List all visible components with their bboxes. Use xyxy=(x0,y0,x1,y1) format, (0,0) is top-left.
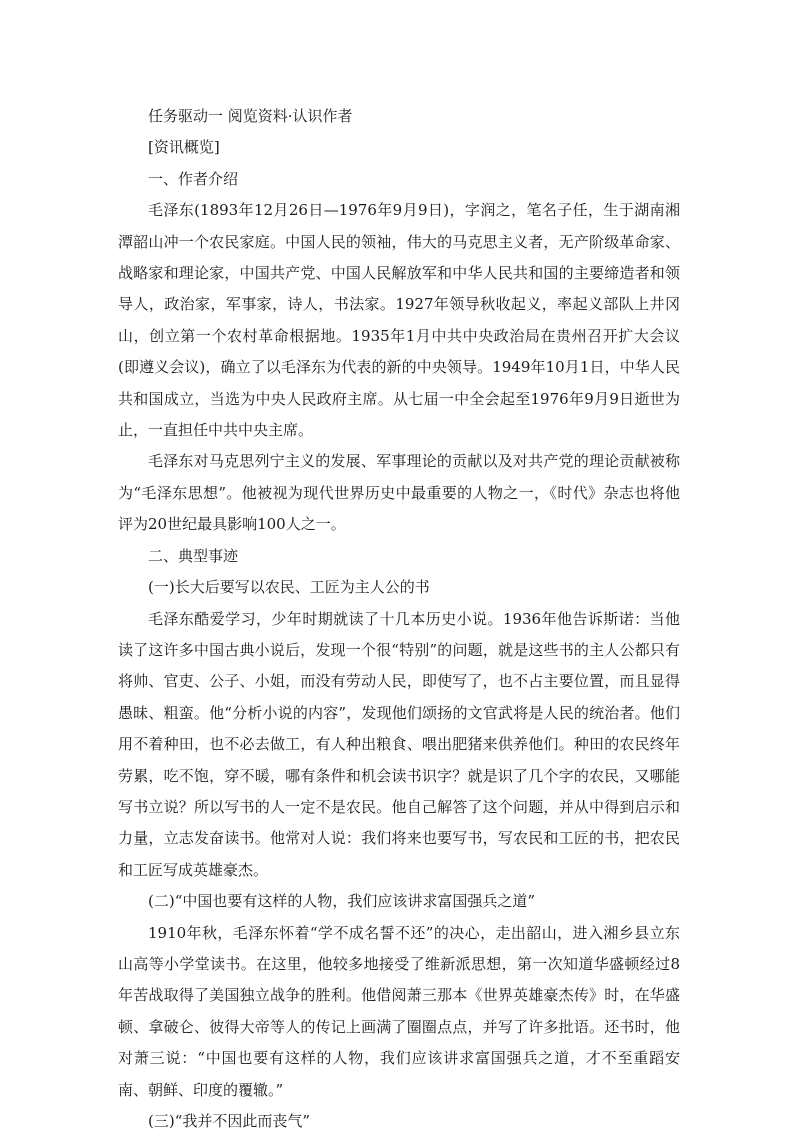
heading-author-intro: 一、作者介绍 xyxy=(148,169,239,188)
task-title: 任务驱动一 阅览资料·认识作者 xyxy=(148,107,353,125)
subheading-deed-1: (一)长大后要写以农民、工匠为主人公的书 xyxy=(148,578,430,597)
section-bracket-label: [资讯概览] xyxy=(148,138,220,157)
author-bio-paragraph: 毛泽东(1893年12月26日—1976年9月9日)，字润之，笔名子任，生于湖南湘潭韶山冲一个农民家庭。中国人民的领袖，伟大的马克思主义者，无产阶级革命家、战略家和理论家，中国共产党、中国人民解放军和中华人民共和国的主要缔造者和领导人，政治家，军事家，诗人，书法家。1927年领导秋收起义，率起义部队上井冈山，创立第一个农村革命根据地。1935年1月中共中央政治局在贵州召开扩大会议(即遵义会议)，确立了以毛泽东为代表的新的中央领导。1949年10月1日，中华人民共和国成立，当选为中央人民政府主席。从七届一中全会起至1976年9月9日逝世为止，一直担任中共中央主席。 xyxy=(118,201,680,440)
document-page xyxy=(118,101,680,1137)
deed-2-paragraph: 1910年秋，毛泽东怀着“学不成名誓不还”的决心，走出韶山，进入湘乡县立东山高等小学堂读书。在这里，他较多地接受了维新派思想，第一次知道华盛顿经过8年苦战取得了美国独立战争的胜利。他借阅萧三那本《世界英雄豪杰传》时，在华盛顿、拿破仑、彼得大帝等人的传记上画满了圈圈点点，并写了许多批语。还书时，他对萧三说：“中国也要有这样的人物，我们应该讲求富国强兵之道，才不至重蹈安南、朝鲜、印度的覆辙。” xyxy=(118,923,680,1099)
subheading-deed-3: (三)“我并不因此而丧气” xyxy=(148,1112,311,1130)
mao-thought-paragraph: 毛泽东对马克思列宁主义的发展、军事理论的贡献以及对共产党的理论贡献被称为“毛泽东思想”。他被视为现代世界历史中最重要的人物之一，《时代》杂志也将他评为20世纪最具影响100人之一。 xyxy=(118,452,680,534)
deed-1-paragraph: 毛泽东酷爱学习，少年时期就读了十几本历史小说。1936年他告诉斯诺：当他读了这许多中国古典小说后，发现一个很“特别”的问题，就是这些书的主人公都只有将帅、官吏、公子、小姐，而没有劳动人民，即使写了，也不占主要位置，而且显得愚昧、粗蛮。他“分析小说的内容”，发现他们颂扬的文官武将是人民的统治者。他们用不着种田，也不必去做工，有人种出粮食、喂出肥猪来供养他们。种田的农民终年劳累，吃不饱，穿不暖，哪有条件和机会读书识字？就是识了几个字的农民，又哪能写书立说？所以写书的人一定不是农民。他自己解答了这个问题，并从中得到启示和力量，立志发奋读书。他常对人说：我们将来也要写书，写农民和工匠的书，把农民和工匠写成英雄豪杰。 xyxy=(118,609,680,879)
subheading-deed-2: (二)“中国也要有这样的人物，我们应该讲求富国强兵之道” xyxy=(148,892,536,911)
heading-typical-deeds: 二、典型事迹 xyxy=(148,546,239,565)
